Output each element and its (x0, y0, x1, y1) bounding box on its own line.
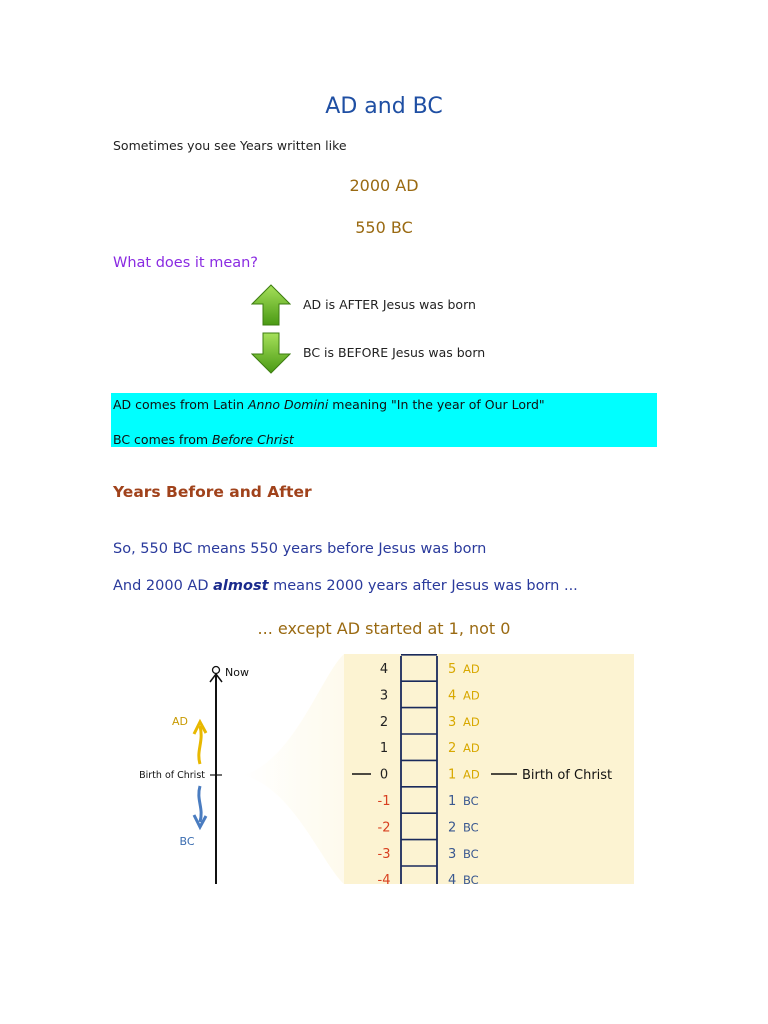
ad-axis-label: AD (172, 715, 188, 728)
right-scale-number: 3 (448, 846, 457, 862)
example-bc: 550 BC (355, 218, 413, 237)
right-scale-era: AD (463, 688, 480, 703)
left-scale-number: 0 (379, 767, 389, 783)
sentence-2000-ad: And 2000 AD almost means 2000 years after Jesus was born ... (113, 578, 578, 594)
left-scale-number: -1 (377, 794, 391, 809)
birth-of-christ-pointer-label: Birth of Christ (522, 768, 613, 783)
now-label: Now (225, 666, 249, 679)
right-scale-era: AD (463, 741, 480, 756)
left-scale-number: -4 (377, 873, 391, 884)
ad-origin-text: AD comes from Latin Anno Domini meaning "In the year of Our Lord" (113, 397, 545, 412)
ad-after-text: AD is AFTER Jesus was born (303, 297, 476, 312)
except-text: ... except AD started at 1, not 0 (257, 619, 511, 638)
right-scale-number: 1 (448, 794, 457, 809)
example-ad: 2000 AD (349, 176, 419, 195)
ad-up-arrow-icon (199, 726, 201, 764)
right-scale-era: BC (463, 873, 479, 884)
intro-text: Sometimes you see Years written like (113, 138, 347, 153)
bc-before-text: BC is BEFORE Jesus was born (303, 345, 486, 360)
left-scale-number: 2 (379, 714, 389, 730)
bc-axis-label: BC (179, 835, 195, 848)
right-scale-era: BC (463, 820, 479, 835)
section-heading: Years Before and After (113, 483, 312, 501)
timeline-figure (112, 654, 634, 884)
left-scale-number: -2 (377, 820, 391, 836)
green-down-arrow-icon (251, 332, 291, 374)
sentence-550-bc: So, 550 BC means 550 years before Jesus was born (113, 541, 487, 557)
question-text: What does it mean? (113, 255, 259, 271)
right-scale-number: 4 (448, 688, 457, 704)
left-scale-number: 1 (379, 741, 389, 757)
right-scale-era: BC (463, 794, 479, 808)
left-scale-number: -3 (377, 846, 391, 862)
left-scale-number: 4 (379, 662, 389, 677)
page-title: AD and BC (325, 94, 443, 119)
now-marker (213, 667, 220, 674)
right-scale-number: 4 (448, 873, 457, 884)
right-scale-era: AD (463, 767, 480, 782)
left-scale-number: 3 (379, 688, 389, 704)
right-scale-number: 2 (448, 820, 457, 836)
right-scale-era: BC (463, 846, 479, 861)
right-scale-number: 3 (448, 714, 457, 730)
right-scale-era: AD (463, 662, 480, 676)
green-up-arrow-icon (251, 284, 291, 326)
right-scale-number: 5 (448, 662, 457, 677)
right-scale-number: 2 (448, 741, 457, 757)
bc-down-arrow-icon (199, 786, 201, 822)
right-scale-number: 1 (448, 767, 457, 783)
bc-origin-text: BC comes from Before Christ (113, 432, 294, 447)
right-scale-era: AD (463, 714, 480, 729)
birth-of-christ-axis-label: Birth of Christ (139, 770, 205, 781)
